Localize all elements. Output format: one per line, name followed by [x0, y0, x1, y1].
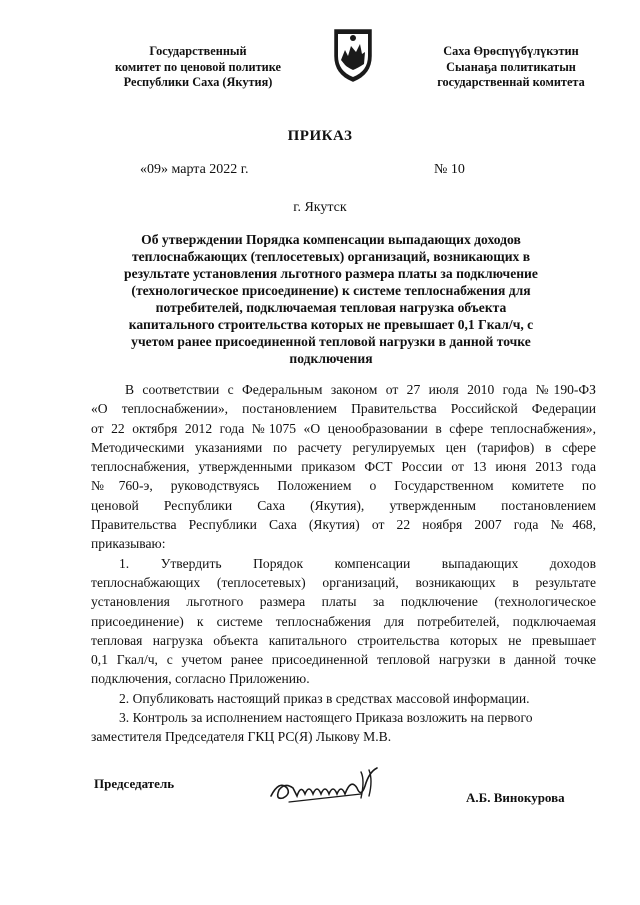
signer-name: А.Б. Винокурова [466, 790, 565, 805]
subject-line: потребителей, подключаемая тепловая нагрузка объекта [155, 300, 507, 315]
document-city: г. Якутск [293, 200, 347, 215]
subject-line: (технологическое присоединение) к системе теплоснабжения для [131, 283, 531, 298]
signer-title: Председатель [94, 776, 175, 791]
document-title: ПРИКАЗ [287, 128, 353, 144]
document-date: «09» марта 2022 г. [140, 162, 249, 177]
body-line: В соответствии с Федеральным законом от 27 июля 2010 года №190-ФЗ [125, 382, 596, 397]
body-line: от 22 октября 2012 года №1075 «О ценообразовании в сфере теплоснабжения», [91, 420, 596, 436]
document-body [91, 380, 596, 747]
body-line: ценовой Республики Саха (Якутия), утвержденным постановлением [91, 497, 596, 513]
header-right-line: государственнай комитета [437, 75, 585, 89]
body-line: установления льготного размера платы за подключение (технологическое [91, 594, 596, 610]
body-line: 3. Контроль за исполнением настоящего Приказа возложить на первого [119, 710, 533, 726]
header-left-line: Республики Саха (Якутия) [123, 75, 273, 89]
body-line: подключения, согласно Приложению. [91, 671, 310, 687]
subject-line: Об утверждении Порядка компенсации выпадающих доходов [141, 232, 521, 247]
emblem-icon [331, 26, 375, 84]
body-line: приказываю: [91, 536, 166, 552]
header-right [396, 44, 626, 91]
header-right-line: Сыанаҕа политикатын [446, 59, 576, 74]
header-left-line: Государственный [149, 44, 247, 58]
body-line: теплоснабжающих (теплосетевых) организаций, возникающих в результате [91, 574, 596, 590]
subject-line: капитального строительства которых не превышает 0,1 Гкал/ч, с [128, 317, 534, 332]
document-number: № 10 [434, 162, 465, 177]
body-line: №760-э, руководствуясь Положением о Государственном комитете по [91, 478, 596, 494]
body-line: Правительства Республики Саха (Якутия) от 22 ноября 2007 года №468, [91, 517, 596, 533]
body-line: Методическими указаниями по расчету регулируемых цен (тарифов) в сфере [91, 439, 596, 455]
body-line: заместителя Председателя ГКЦ РС(Я) Лыкову М.В. [91, 729, 392, 745]
body-line: «О теплоснабжении», постановлением Правительства Российской Федерации [91, 401, 596, 417]
header-left-line: комитет по ценовой политике [115, 59, 281, 74]
document-subject [98, 231, 564, 367]
body-line: тепловая нагрузка объекта капитального строительства которых не превышает [91, 632, 596, 648]
body-line: 1. Утвердить Порядок компенсации выпадающих доходов [119, 555, 596, 571]
subject-line: результате установления льготного размера платы за подключение [124, 266, 538, 281]
header-left [88, 44, 308, 91]
subject-line: подключения [289, 351, 373, 366]
header-right-line: Саха Өрөспүүбүлүкэтин [443, 44, 579, 58]
body-line: теплоснабжения, утвержденными приказом ФСТ России от 13 июня 2013 года [91, 459, 596, 475]
signature-icon [265, 758, 390, 813]
subject-line: учетом ранее присоединенной тепловой нагрузки в данной точке [131, 334, 531, 349]
body-line: 0,1 Гкал/ч, с учетом ранее присоединенной тепловой нагрузки в данной точке [91, 652, 596, 668]
body-line: присоединение) к системе теплоснабжения для потребителей, подключаемая [91, 613, 596, 629]
subject-line: теплоснабжающих (теплосетевых) организаций, возникающих в [131, 249, 531, 264]
body-line: 2. Опубликовать настоящий приказ в средствах массовой информации. [119, 690, 530, 706]
